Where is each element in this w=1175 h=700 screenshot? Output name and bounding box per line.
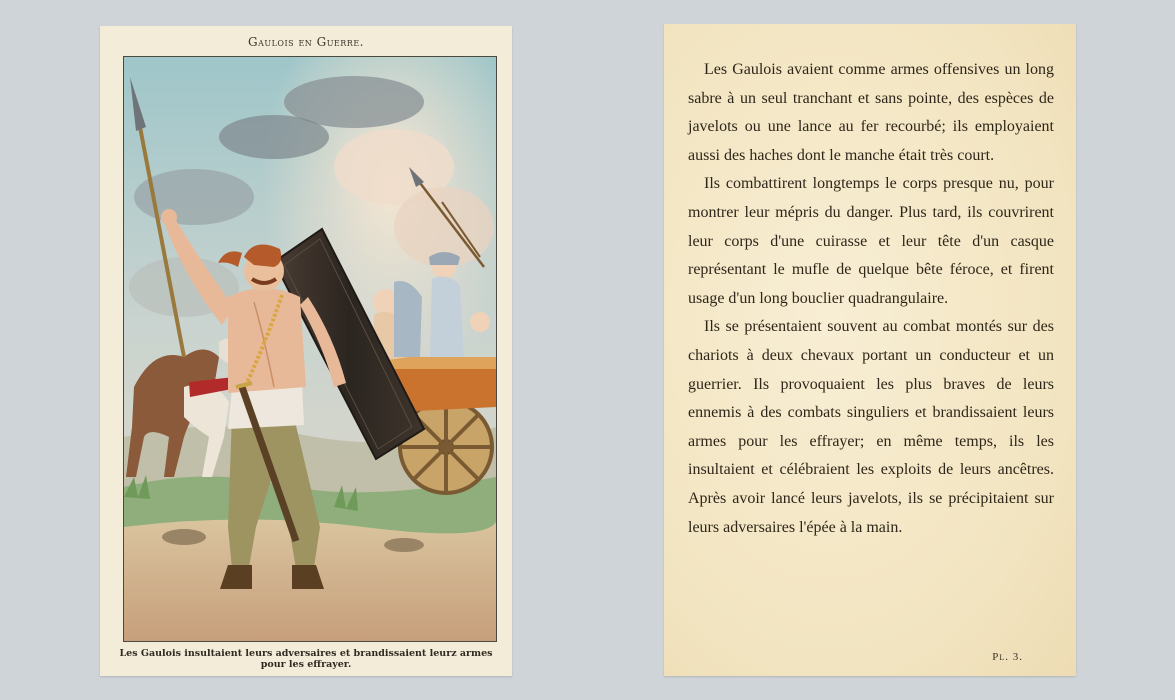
card-title: Gaulois en Guerre. xyxy=(248,35,364,49)
illustration-caption: Les Gaulois insultaient leurs adversaires et brandissaient leurz armes pour les effrayer. xyxy=(119,648,493,670)
paragraph-3: Ils se présentaient souvent au combat montés sur des chariots à deux chevaux portant un conducteur et un guerrier. Ils provoquaient les plus braves de leurs ennemis à des combats singuliers et brandissaient leurs armes pour les effrayer; en même temps, ils les insultaient et célébraient les exploits de leurs ancêtres. Après avoir lancé leurs javelots, ils se précipitaient sur leurs adversaires l'épée à la main. xyxy=(688,318,1054,536)
description-text xyxy=(688,56,1054,542)
paragraph-2: Ils combattirent longtemps le corps presque nu, pour montrer leur mépris du danger. Plus tard, ils couvrirent leur corps d'une cuirasse et leur tête d'un casque représentant le mufle de quelque bête féroce, et firent usage d'un long bouclier quadrangulaire. xyxy=(688,175,1054,307)
plate-number: Pl. 3. xyxy=(992,651,1023,663)
card-front xyxy=(100,26,512,676)
paragraph-1: Les Gaulois avaient comme armes offensives un long sabre à un seul tranchant et sans pointe, des espèces de javelots ou une lance au fer recourbé; ils employaient aussi des haches dont le manche était très court. xyxy=(688,61,1054,164)
gaul-warrior-illustration xyxy=(123,56,497,642)
card-back xyxy=(664,24,1076,676)
